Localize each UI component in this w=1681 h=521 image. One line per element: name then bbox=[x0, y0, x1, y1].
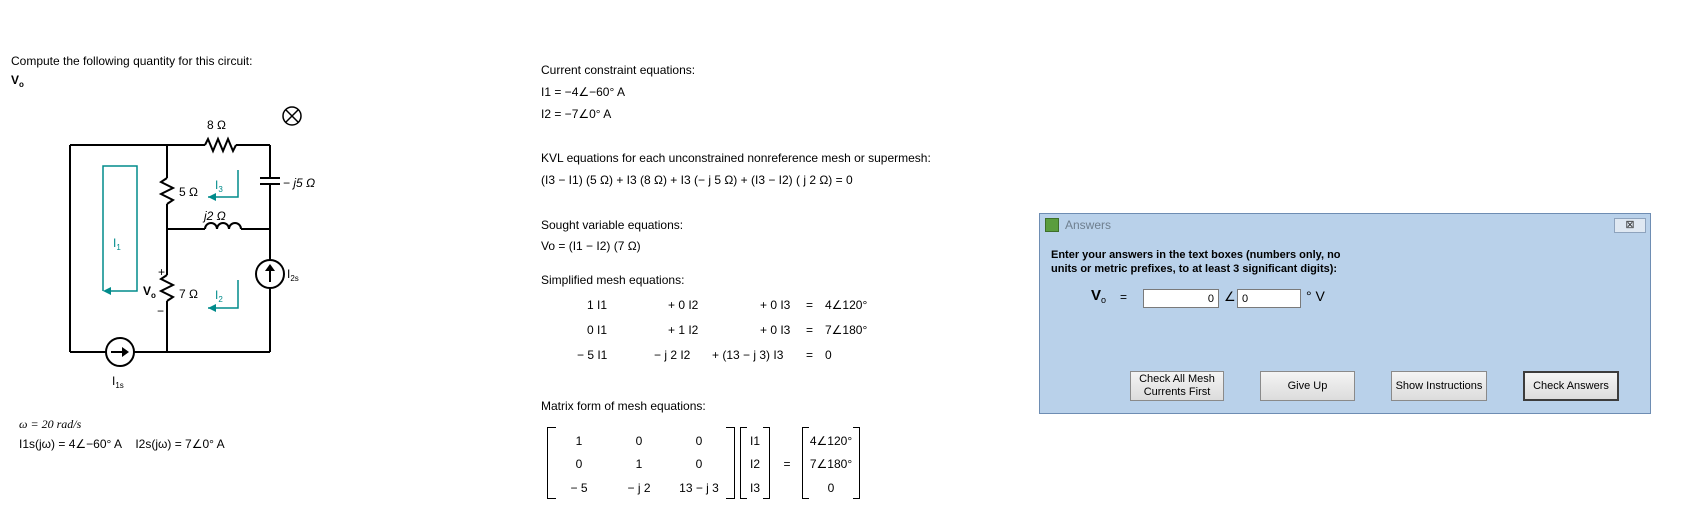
current-constraint-2: I2 = −7∠0° A bbox=[541, 107, 612, 121]
simplified-cell: 4∠120° bbox=[825, 298, 868, 312]
simplified-cell: + 0 I3 bbox=[760, 323, 791, 337]
simplified-cell: = bbox=[806, 298, 814, 312]
problem-quantity: $V_o$ bbox=[11, 73, 24, 89]
capacitor-label: − j5 Ω bbox=[283, 176, 316, 190]
current-constraint-1: I1 = −4∠−60° A bbox=[541, 85, 625, 99]
simplified-cell: 1 I1 bbox=[587, 298, 608, 312]
source-values: I1s(jω) = 4∠−60° A I2s(jω) = 7∠0° A bbox=[19, 437, 225, 451]
matrix-cell: 13 − j 3 bbox=[679, 481, 719, 495]
matrix-cell: − j 2 bbox=[627, 481, 651, 495]
mesh-arrow-i2 bbox=[208, 280, 238, 308]
vector-cell: I1 bbox=[749, 434, 760, 448]
ground-symbol-icon bbox=[283, 107, 301, 125]
simplified-cell: 7∠180° bbox=[825, 323, 868, 337]
rhs-cell: 7∠180° bbox=[809, 457, 853, 471]
give-up-button[interactable]: Give Up bbox=[1260, 371, 1355, 401]
matrix-cell: 0 bbox=[635, 434, 643, 448]
rhs-cell: 4∠120° bbox=[809, 434, 853, 448]
mesh-arrow-i1 bbox=[103, 166, 137, 291]
vector-cell: I3 bbox=[749, 481, 760, 495]
matrix-header: Matrix form of mesh equations: bbox=[541, 399, 706, 413]
simplified-cell: + (13 − j 3) I3 bbox=[712, 348, 784, 362]
circuit-diagram bbox=[0, 100, 340, 390]
answers-title: Answers bbox=[1065, 218, 1112, 232]
mesh-label-i1: $I_1$ bbox=[113, 236, 121, 252]
angle-icon: ∠ bbox=[1224, 289, 1236, 304]
rhs-cell: 0 bbox=[827, 481, 835, 495]
kvl-header: KVL equations for each unconstrained nonreference mesh or supermesh: bbox=[541, 151, 931, 165]
vo-equals: = bbox=[1120, 290, 1128, 304]
simplified-cell: + 0 I2 bbox=[668, 298, 699, 312]
matrix-cell: 0 bbox=[695, 457, 703, 471]
matrix-cell: 0 bbox=[695, 434, 703, 448]
mesh-label-i3: $I_3$ bbox=[215, 178, 223, 194]
close-button[interactable] bbox=[1614, 218, 1646, 233]
sought-equation: Vo = (I1 − I2) (7 Ω) bbox=[541, 239, 641, 253]
current-constraint-header: Current constraint equations: bbox=[541, 63, 696, 77]
omega-value: ω = 20 rad/s bbox=[19, 417, 82, 431]
mesh-label-i2: $I_2$ bbox=[215, 288, 223, 304]
answer-instructions: Enter your answers in the text boxes (numbers only, no units or metric prefixes, to at least 3 significant digits): bbox=[1051, 249, 1341, 275]
resistor-5-label: 5 Ω bbox=[179, 185, 198, 199]
unit-label: ° V bbox=[1306, 288, 1325, 304]
angle-input[interactable] bbox=[1237, 289, 1301, 308]
simplified-cell: 0 I1 bbox=[587, 323, 608, 337]
sought-header: Sought variable equations: bbox=[541, 218, 684, 232]
vo-label: $V_o$ bbox=[143, 284, 156, 300]
answers-titlebar[interactable] bbox=[1040, 214, 1650, 236]
simplified-cell: − j 2 I2 bbox=[654, 348, 691, 362]
source-label-i2s: $I_{2s}$ bbox=[287, 267, 299, 283]
check-answers-button[interactable]: Check Answers bbox=[1523, 371, 1619, 401]
show-instructions-button[interactable]: Show Instructions bbox=[1391, 371, 1487, 401]
simplified-cell: = bbox=[806, 348, 814, 362]
simplified-cell: + 1 I2 bbox=[668, 323, 699, 337]
vo-minus: − bbox=[157, 304, 165, 318]
simplified-cell: + 0 I3 bbox=[760, 298, 791, 312]
check-mesh-currents-button[interactable]: Check All Mesh Currents First bbox=[1130, 371, 1224, 401]
source-label-i1s: $I_{1s}$ bbox=[112, 374, 124, 390]
vo-plus: + bbox=[158, 265, 166, 279]
simplified-header: Simplified mesh equations: bbox=[541, 273, 685, 287]
inductor-label: j2 Ω bbox=[204, 209, 226, 223]
resistor-8-label: 8 Ω bbox=[207, 118, 226, 132]
vector-cell: I2 bbox=[749, 457, 760, 471]
matrix-cell: 0 bbox=[575, 457, 583, 471]
vo-answer-label: $V_o$ bbox=[1091, 287, 1107, 305]
simplified-cell: 0 bbox=[825, 348, 832, 362]
matrix-cell: 1 bbox=[575, 434, 583, 448]
simplified-cell: − 5 I1 bbox=[577, 348, 608, 362]
simplified-cell: = bbox=[806, 323, 814, 337]
problem-prompt: Compute the following quantity for this circuit: bbox=[11, 54, 253, 68]
answers-panel bbox=[1039, 213, 1651, 414]
app-icon bbox=[1045, 218, 1059, 232]
magnitude-input[interactable] bbox=[1143, 289, 1219, 308]
matrix-cell: 1 bbox=[635, 457, 643, 471]
mesh-arrow-i3 bbox=[208, 170, 238, 197]
resistor-7-label: 7 Ω bbox=[179, 287, 198, 301]
close-icon: ⊠ bbox=[1625, 219, 1635, 231]
matrix-cell: − 5 bbox=[570, 481, 588, 495]
kvl-equation: (I3 − I1) (5 Ω) + I3 (8 Ω) + I3 (− j 5 Ω) + (I3 − I2) ( j 2 Ω) = 0 bbox=[541, 173, 853, 187]
matrix-equals: = bbox=[783, 457, 791, 471]
